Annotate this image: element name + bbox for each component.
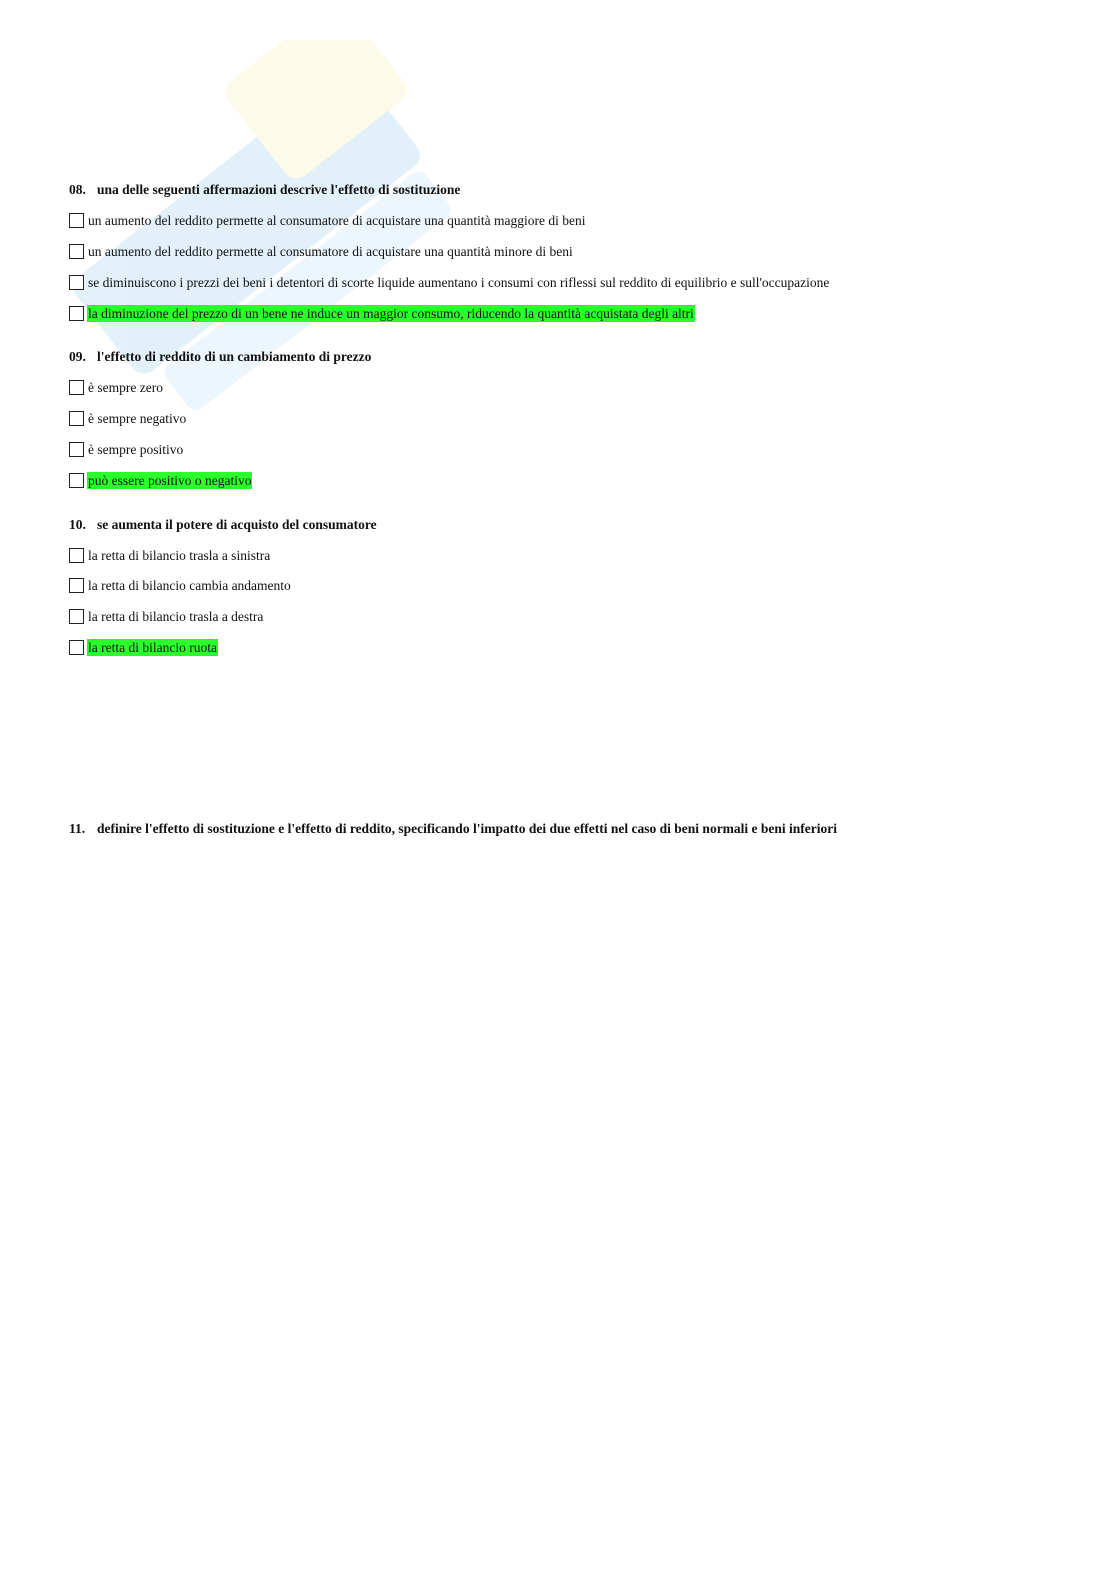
checkbox[interactable] bbox=[69, 640, 84, 655]
question-08-title bbox=[69, 182, 460, 198]
question-number: 10. bbox=[69, 517, 86, 532]
question-09-option-3[interactable] bbox=[69, 440, 184, 458]
question-08-option-1[interactable] bbox=[69, 211, 586, 229]
question-number: 11. bbox=[69, 821, 86, 836]
checkbox[interactable] bbox=[69, 411, 84, 426]
option-text: se diminuiscono i prezzi dei beni i detentori di scorte liquide aumentano i consumi con riflessi sul reddito di equilibrio e sull'occupazione bbox=[88, 274, 830, 290]
option-text-highlighted: può essere positivo o negativo bbox=[88, 472, 252, 488]
question-text: definire l'effetto di sostituzione e l'effetto di reddito, specificando l'impatto dei due effetti nel caso di beni normali e beni inferiori bbox=[97, 821, 838, 836]
question-number: 09. bbox=[69, 349, 86, 364]
checkbox[interactable] bbox=[69, 244, 84, 259]
question-09-option-2[interactable] bbox=[69, 409, 187, 427]
checkbox[interactable] bbox=[69, 609, 84, 624]
question-text: se aumenta il potere di acquisto del consumatore bbox=[97, 517, 377, 532]
question-10-option-2[interactable] bbox=[69, 576, 292, 594]
question-09-title bbox=[69, 349, 371, 365]
question-10-option-1[interactable] bbox=[69, 546, 271, 564]
option-text-highlighted: la diminuzione del prezzo di un bene ne induce un maggior consumo, riducendo la quantità acquistata degli altri bbox=[88, 305, 694, 321]
option-text: la retta di bilancio cambia andamento bbox=[88, 577, 291, 593]
checkbox[interactable] bbox=[69, 275, 84, 290]
option-text: un aumento del reddito permette al consumatore di acquistare una quantità minore di beni bbox=[88, 243, 573, 259]
question-text: l'effetto di reddito di un cambiamento di prezzo bbox=[97, 349, 372, 364]
question-10-option-4-correct[interactable] bbox=[69, 638, 218, 656]
option-text-highlighted: la retta di bilancio ruota bbox=[88, 639, 217, 655]
checkbox[interactable] bbox=[69, 442, 84, 457]
option-text: è sempre zero bbox=[88, 379, 163, 395]
question-09-option-1[interactable] bbox=[69, 378, 164, 396]
option-text: la retta di bilancio trasla a sinistra bbox=[88, 547, 271, 563]
checkbox[interactable] bbox=[69, 306, 84, 321]
option-text: è sempre positivo bbox=[88, 441, 184, 457]
checkbox[interactable] bbox=[69, 578, 84, 593]
option-text: è sempre negativo bbox=[88, 410, 187, 426]
question-11-title bbox=[69, 821, 837, 837]
checkbox[interactable] bbox=[69, 473, 84, 488]
option-text: un aumento del reddito permette al consumatore di acquistare una quantità maggiore di beni bbox=[88, 212, 586, 228]
question-08-option-4-correct[interactable] bbox=[69, 304, 695, 322]
question-number: 08. bbox=[69, 182, 86, 197]
option-text: la retta di bilancio trasla a destra bbox=[88, 608, 264, 624]
question-text: una delle seguenti affermazioni descrive l'effetto di sostituzione bbox=[97, 182, 461, 197]
checkbox[interactable] bbox=[69, 548, 84, 563]
question-08-option-2[interactable] bbox=[69, 242, 574, 260]
question-10-option-3[interactable] bbox=[69, 607, 264, 625]
question-08-option-3[interactable] bbox=[69, 273, 830, 291]
checkbox[interactable] bbox=[69, 380, 84, 395]
question-09-option-4-correct[interactable] bbox=[69, 471, 252, 489]
question-10-title bbox=[69, 517, 377, 533]
checkbox[interactable] bbox=[69, 213, 84, 228]
